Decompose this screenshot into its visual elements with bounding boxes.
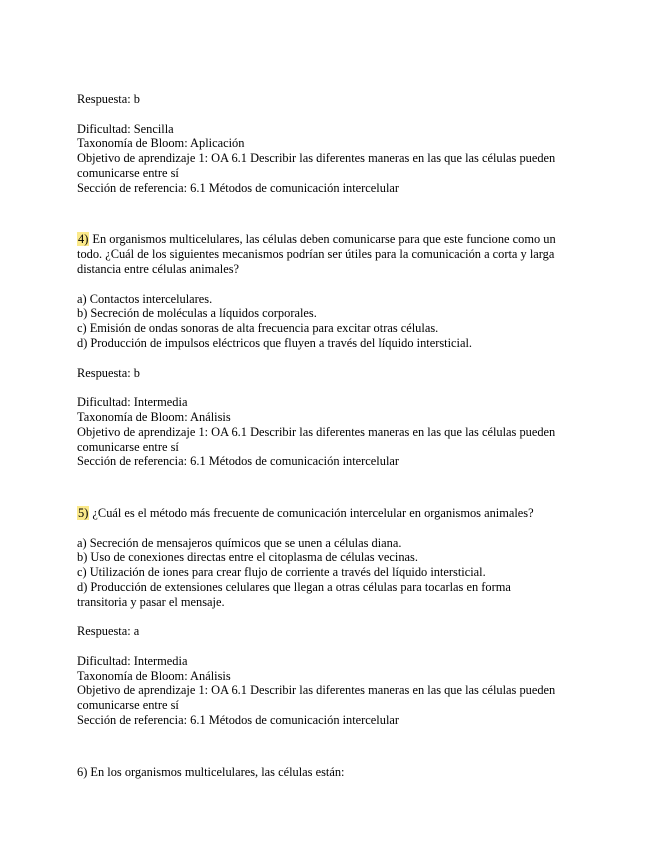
question-5-option-a: a) Secreción de mensajeros químicos que se unen a células diana. bbox=[77, 535, 402, 550]
question-4-option-a: a) Contactos intercelulares. bbox=[77, 291, 213, 306]
answer-q4: Respuesta: b bbox=[77, 365, 140, 380]
question-5-option-d-line2: transitoria y pasar el mensaje. bbox=[77, 594, 225, 609]
question-4-stem-line3: distancia entre células animales? bbox=[77, 261, 240, 276]
question-5-stem bbox=[77, 506, 582, 521]
document-page bbox=[77, 92, 582, 779]
question-6-stem: 6) En los organismos multicelulares, las células están: bbox=[77, 764, 345, 779]
taxonomy-q3: Taxonomía de Bloom: Aplicación bbox=[77, 136, 245, 151]
question-4-option-b: b) Secreción de moléculas a líquidos corporales. bbox=[77, 306, 317, 321]
question-4-stem-line1 bbox=[77, 232, 582, 247]
section-q3: Sección de referencia: 6.1 Métodos de comunicación intercelular bbox=[77, 180, 400, 195]
question-5-option-b: b) Uso de conexiones directas entre el citoplasma de células vecinas. bbox=[77, 550, 418, 565]
question-4-option-d: d) Producción de impulsos eléctricos que fluyen a través del líquido intersticial. bbox=[77, 335, 473, 350]
difficulty-q3: Dificultad: Sencilla bbox=[77, 121, 174, 136]
difficulty-q5: Dificultad: Intermedia bbox=[77, 653, 188, 668]
question-4-option-c: c) Emisión de ondas sonoras de alta frecuencia para excitar otras células. bbox=[77, 321, 439, 336]
section-q4: Sección de referencia: 6.1 Métodos de comunicación intercelular bbox=[77, 454, 400, 469]
answer-q3: Respuesta: b bbox=[77, 92, 140, 106]
objective-q3-line2: comunicarse entre sí bbox=[77, 165, 179, 180]
question-5-number: 5) bbox=[78, 505, 89, 520]
objective-q3-line1: Objetivo de aprendizaje 1: OA 6.1 Describir las diferentes maneras en las que las células pueden bbox=[77, 151, 556, 166]
question-4-stem-line2: todo. ¿Cuál de los siguientes mecanismos podrían ser útiles para la comunicación a corta y larga bbox=[77, 247, 555, 262]
difficulty-q4: Dificultad: Intermedia bbox=[77, 395, 188, 410]
objective-q5-line2: comunicarse entre sí bbox=[77, 698, 179, 713]
question-4-number: 4) bbox=[78, 232, 89, 247]
question-5-text: ¿Cuál es el método más frecuente de comunicación intercelular en organismos animales? bbox=[89, 505, 534, 520]
answer-q5: Respuesta: a bbox=[77, 624, 140, 639]
question-5-option-c: c) Utilización de iones para crear flujo de corriente a través del líquido intersticial. bbox=[77, 565, 486, 580]
section-q5: Sección de referencia: 6.1 Métodos de comunicación intercelular bbox=[77, 713, 400, 728]
question-4-text-line1: En organismos multicelulares, las células deben comunicarse para que este funcione como un bbox=[89, 232, 556, 247]
objective-q4-line2: comunicarse entre sí bbox=[77, 439, 179, 454]
objective-q4-line1: Objetivo de aprendizaje 1: OA 6.1 Describir las diferentes maneras en las que las células pueden bbox=[77, 424, 556, 439]
taxonomy-q4: Taxonomía de Bloom: Análisis bbox=[77, 409, 231, 424]
taxonomy-q5: Taxonomía de Bloom: Análisis bbox=[77, 668, 231, 683]
objective-q5-line1: Objetivo de aprendizaje 1: OA 6.1 Describir las diferentes maneras en las que las células pueden bbox=[77, 683, 556, 698]
question-5-option-d-line1: d) Producción de extensiones celulares que llegan a otras células para tocarlas en forma bbox=[77, 579, 511, 594]
